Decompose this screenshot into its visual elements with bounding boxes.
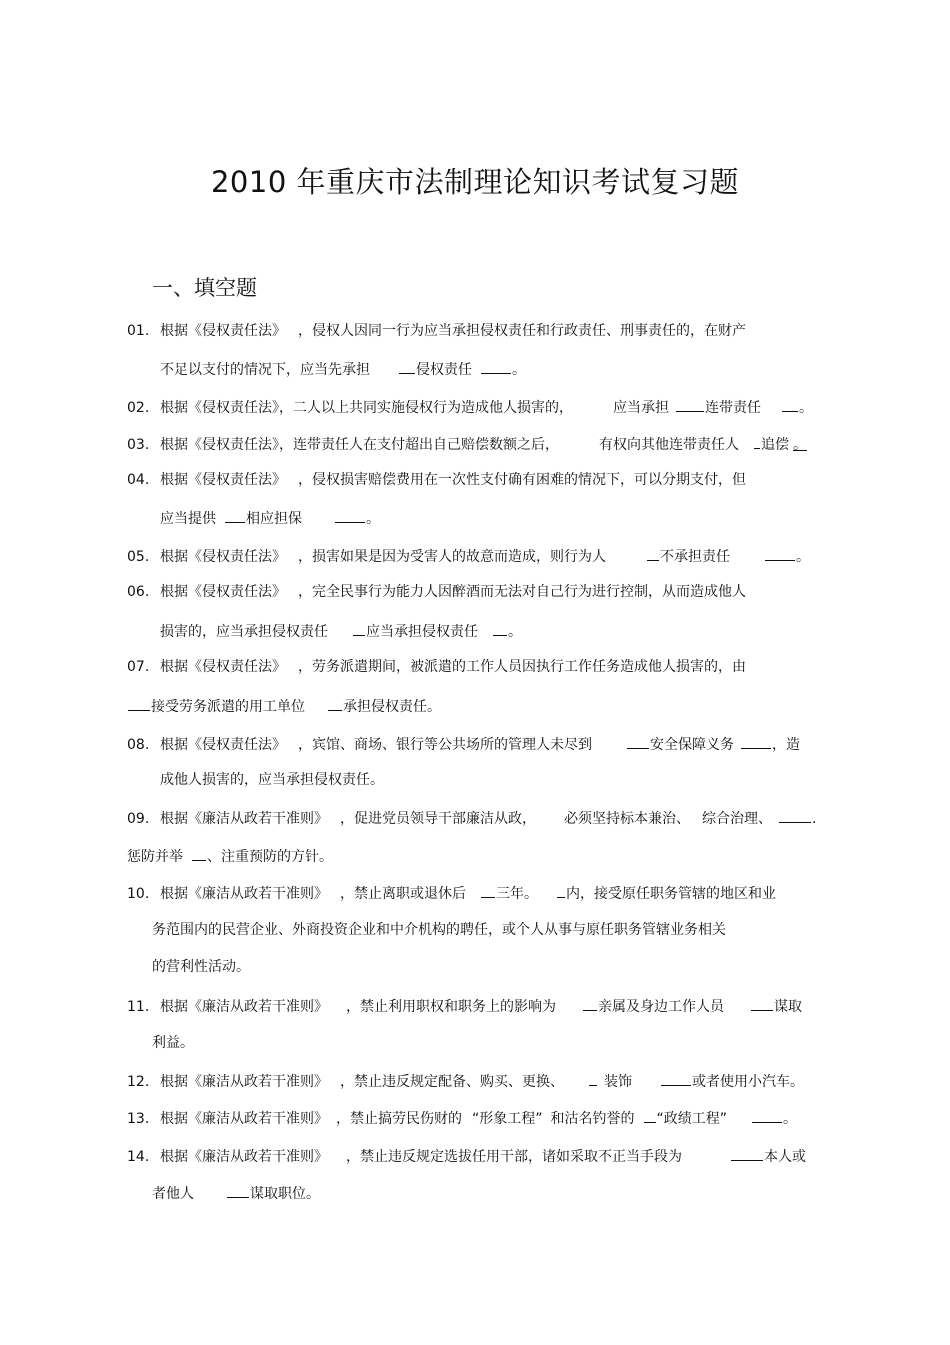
question-09-line-1: 09. 根据《廉洁从政若干准则》 ，促进党员领导干部廉洁从政， 必须坚持标本兼治、 综合治理、 .	[127, 808, 816, 828]
answer: 装饰	[604, 1074, 632, 1090]
question-06-line-1: 06. 根据《侵权责任法》 ，完全民事行为能力人因醉酒而无法对自己行为进行控制，从而造成他人	[127, 584, 746, 600]
question-10-line-1: 10. 根据《廉洁从政若干准则》 ，禁止离职或退休后 三年。 内，接受原任职务管辖的地区和业	[127, 883, 776, 903]
question-14-line-2: 者他人 谋取职位。	[152, 1183, 320, 1203]
question-04-line-2: 应当提供 相应担保 。	[160, 508, 380, 528]
answer: 接受劳务派遣的用工单位	[151, 699, 305, 715]
answer: 连带责任	[705, 400, 761, 416]
question-11-line-1: 11. 根据《廉洁从政若干准则》 ，禁止利用职权和职务上的影响为 亲属及身边工作人员 谋取	[127, 996, 802, 1016]
answer: 侵权责任	[416, 362, 472, 378]
answer: 追偿	[761, 437, 789, 453]
question-number: 01.	[127, 323, 150, 339]
question-08-line-1: 08. 根据《侵权责任法》 ，宾馆、商场、银行等公共场所的管理人未尽到 安全保障义务 ，造	[127, 734, 800, 754]
question-13-line-1: 13. 根据《廉洁从政若干准则》 ，禁止搞劳民伤财的 “形象工程” 和沽名钓誉的 “政绩工程” 。	[127, 1108, 797, 1128]
question-09-line-2: 惩防并举 、注重预防的方针。	[127, 846, 333, 866]
question-01-line-2: 不足以支付的情况下，应当先承担 侵权责任 。	[160, 359, 526, 379]
answer: 应当承担侵权责任	[366, 624, 478, 640]
question-08-line-2: 成他人损害的，应当承担侵权责任。	[160, 772, 384, 788]
question-03-line-1: 03. 根据《侵权责任法》，连带责任人在支付超出自己赔偿数额之后， 有权向其他连带责任人 追偿 。	[127, 434, 807, 454]
question-07-line-2: 接受劳务派遣的用工单位 承担侵权责任。	[127, 696, 441, 716]
question-14-line-1: 14. 根据《廉洁从政若干准则》 ，禁止违反规定选拔任用干部，诸如采取不正当手段为 本人或	[127, 1146, 806, 1166]
question-04-line-1: 04. 根据《侵权责任法》 ，侵权损害赔偿费用在一次性支付确有困难的情况下，可以分期支付，但	[127, 472, 746, 488]
question-05-line-1: 05. 根据《侵权责任法》 ，损害如果是因为受害人的故意而造成，则行为人 不承担责任 。	[127, 546, 810, 566]
answer: “政绩工程”	[656, 1111, 728, 1127]
answer: 亲属及身边工作人员	[598, 999, 724, 1015]
answer: 安全保障义务	[650, 737, 734, 753]
answer: 相应担保	[246, 511, 302, 527]
page-title: 2010 年重庆市法制理论知识考试复习题	[210, 165, 740, 199]
question-12-line-1: 12. 根据《廉洁从政若干准则》 ，禁止违反规定配备、购买、更换、 装饰 或者使用小汽车。	[127, 1071, 804, 1091]
question-11-line-2: 利益。	[152, 1035, 194, 1051]
question-06-line-2: 损害的，应当承担侵权责任 应当承担侵权责任 。	[160, 621, 522, 641]
section-heading: 一、填空题	[152, 276, 257, 300]
question-10-line-3: 的营利性活动。	[152, 959, 250, 975]
answer: 三年。	[496, 886, 538, 902]
question-01-line-1: 01. 根据《侵权责任法》 ，侵权人因同一行为应当承担侵权责任和行政责任、刑事责任的，在财产	[127, 323, 746, 339]
answer: 不承担责任	[660, 549, 730, 565]
question-02-line-1: 02. 根据《侵权责任法》，二人以上共同实施侵权行为造成他人损害的， 应当承担 连带责任 。	[127, 397, 813, 417]
question-10-line-2: 务范围内的民营企业、外商投资企业和中介机构的聘任，或个人从事与原任职务管辖业务相关	[152, 922, 726, 938]
question-07-line-1: 07. 根据《侵权责任法》 ，劳务派遣期间，被派遣的工作人员因执行工作任务造成他人损害的，由	[127, 659, 746, 675]
